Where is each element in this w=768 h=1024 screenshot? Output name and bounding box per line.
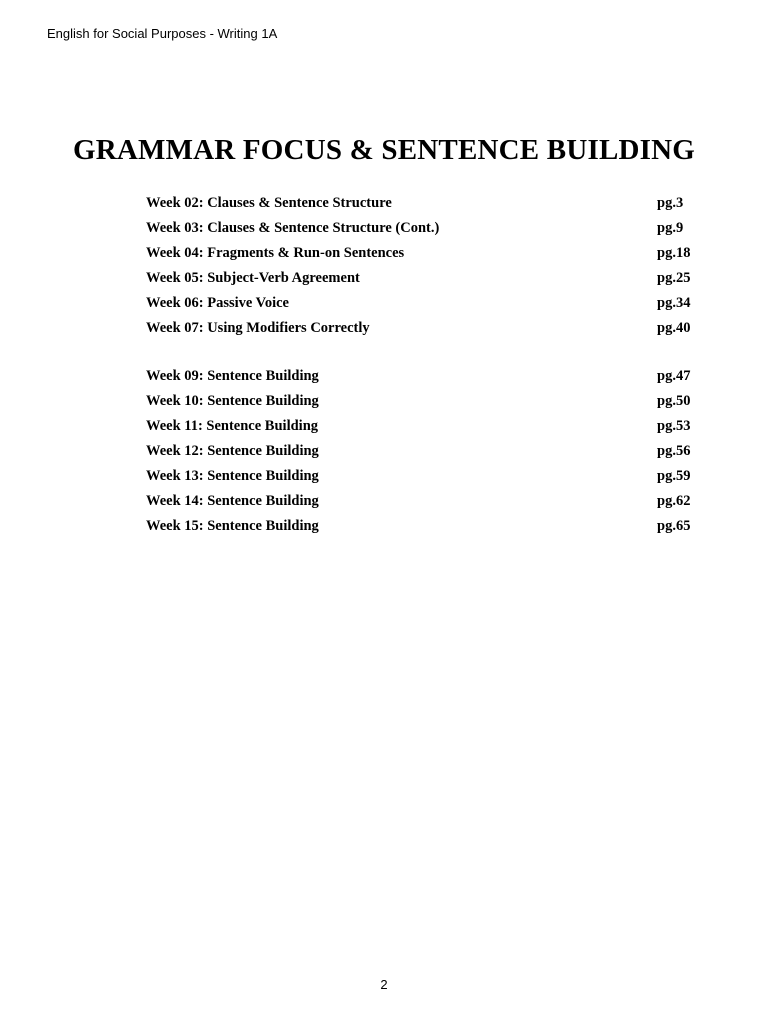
toc-entry-week-07 xyxy=(146,318,706,343)
toc-entry-page: pg.18 xyxy=(657,245,691,261)
toc-entry-label: Week 14: Sentence Building xyxy=(146,493,319,509)
toc-entry-page: pg.25 xyxy=(657,270,691,286)
toc-entry-week-04 xyxy=(146,243,706,268)
toc-entry-label: Week 13: Sentence Building xyxy=(146,468,319,484)
toc-entry-page: pg.3 xyxy=(657,195,684,211)
running-header: English for Social Purposes - Writing 1A xyxy=(47,26,278,41)
toc-entry-label: Week 04: Fragments & Run-on Sentences xyxy=(146,245,405,261)
toc-entry-page: pg.56 xyxy=(657,443,691,459)
toc-entry-label: Week 15: Sentence Building xyxy=(146,518,319,534)
toc-entry-label: Week 09: Sentence Building xyxy=(146,368,319,384)
toc-entry-page: pg.9 xyxy=(657,220,684,236)
toc-entry-page: pg.40 xyxy=(657,320,691,336)
toc-entry-page: pg.34 xyxy=(657,295,691,311)
toc-entry-label: Week 05: Subject-Verb Agreement xyxy=(146,270,360,286)
toc-entry-page: pg.62 xyxy=(657,493,691,509)
page-title: GRAMMAR FOCUS & SENTENCE BUILDING xyxy=(72,134,696,167)
toc-entry-page: pg.53 xyxy=(657,418,691,434)
toc-entry-week-05 xyxy=(146,268,706,293)
toc-entry-page: pg.47 xyxy=(657,368,691,384)
table-of-contents xyxy=(146,193,706,541)
toc-group-spacer xyxy=(146,343,706,366)
toc-entry-week-09 xyxy=(146,366,706,391)
toc-entry-week-06 xyxy=(146,293,706,318)
toc-entry-week-03 xyxy=(146,218,706,243)
toc-entry-label: Week 06: Passive Voice xyxy=(146,295,289,311)
toc-entry-page: pg.50 xyxy=(657,393,691,409)
toc-entry-week-15 xyxy=(146,516,706,541)
toc-entry-week-13 xyxy=(146,466,706,491)
toc-entry-page: pg.59 xyxy=(657,468,691,484)
toc-entry-week-12 xyxy=(146,441,706,466)
toc-entry-label: Week 12: Sentence Building xyxy=(146,443,319,459)
page-number: 2 xyxy=(380,977,388,992)
toc-entry-label: Week 11: Sentence Building xyxy=(146,418,319,434)
toc-entry-label: Week 07: Using Modifiers Correctly xyxy=(146,320,370,336)
toc-entry-page: pg.65 xyxy=(657,518,691,534)
toc-entry-label: Week 02: Clauses & Sentence Structure xyxy=(146,195,392,211)
toc-entry-week-02 xyxy=(146,193,706,218)
toc-entry-week-14 xyxy=(146,491,706,516)
toc-entry-week-11 xyxy=(146,416,706,441)
toc-entry-label: Week 03: Clauses & Sentence Structure (Cont.) xyxy=(146,220,440,236)
toc-entry-label: Week 10: Sentence Building xyxy=(146,393,319,409)
toc-entry-week-10 xyxy=(146,391,706,416)
